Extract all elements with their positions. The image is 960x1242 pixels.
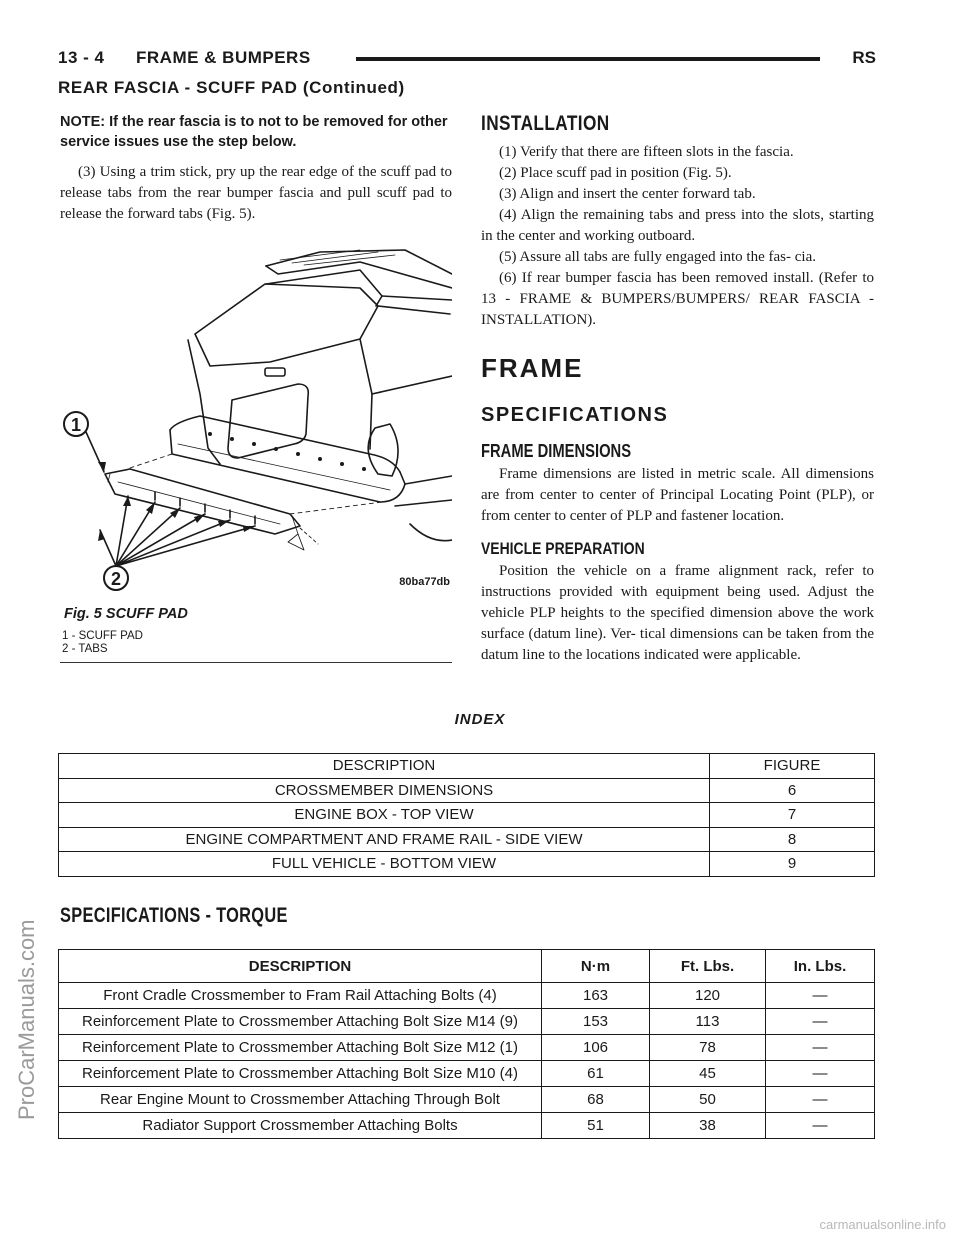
frame-dimensions-heading: FRAME DIMENSIONS	[481, 441, 632, 461]
table-cell: 153	[542, 1009, 650, 1035]
legend-item: 2 - TABS	[62, 643, 108, 655]
table-cell: 51	[542, 1113, 650, 1139]
specifications-heading: SPECIFICATIONS	[481, 404, 669, 426]
side-watermark: ProCarManuals.com	[14, 919, 39, 1120]
vehicle-preparation-text: Position the vehicle on a frame alignment rack, refer to instructions provided with equipment being used. Adjust the vehicle PLP heights to the specified dimension above the work surface (datum line). Ver- tical dimensions can be taken from the datum line to the locations indicated were applicable.	[481, 563, 874, 663]
page-number: 13 - 4	[58, 48, 105, 67]
table-cell: 38	[650, 1113, 766, 1139]
callout-1	[64, 412, 88, 436]
table-cell: Reinforcement Plate to Crossmember Attaching Bolt Size M14 (9)	[59, 1009, 542, 1035]
table-cell: CROSSMEMBER DIMENSIONS	[59, 778, 710, 803]
figure-caption: Fig. 5 SCUFF PAD	[64, 606, 188, 622]
table-header-row	[59, 754, 875, 779]
table-cell: ENGINE BOX - TOP VIEW	[59, 803, 710, 828]
table-cell: 61	[542, 1061, 650, 1087]
table-row	[59, 1035, 875, 1061]
column-header: DESCRIPTION	[59, 754, 710, 779]
section-title: FRAME & BUMPERS	[136, 48, 311, 67]
table-cell: Front Cradle Crossmember to Fram Rail Attaching Bolts (4)	[59, 983, 542, 1009]
column-header: DESCRIPTION	[59, 950, 542, 983]
table-header-row	[59, 950, 875, 983]
table-cell: 113	[650, 1009, 766, 1035]
index-title: INDEX	[454, 711, 506, 728]
figure-code: 80ba77db	[399, 576, 450, 588]
table-row	[59, 983, 875, 1009]
table-row	[59, 827, 875, 852]
table-row	[59, 1061, 875, 1087]
install-step: (4) Align the remaining tabs and press into the slots, starting in the center and working outboard.	[481, 207, 874, 244]
table-cell: 78	[650, 1035, 766, 1061]
table-cell: —	[766, 1035, 875, 1061]
table-cell: 68	[542, 1087, 650, 1113]
table-row	[59, 1113, 875, 1139]
table-row	[59, 852, 875, 877]
table-row	[59, 1009, 875, 1035]
table-cell: Radiator Support Crossmember Attaching Bolts	[59, 1113, 542, 1139]
table-cell: 8	[710, 827, 875, 852]
install-step: (3) Align and insert the center forward tab.	[499, 186, 756, 202]
table-row	[59, 1087, 875, 1113]
header-rule	[356, 57, 820, 61]
footer-watermark: carmanualsonline.info	[819, 1217, 946, 1232]
right-column	[481, 112, 874, 666]
column-header: N·m	[542, 950, 650, 983]
column-header: FIGURE	[710, 754, 875, 779]
vehicle-preparation-heading: VEHICLE PREPARATION	[481, 539, 645, 558]
scuff-pad-illustration	[60, 244, 452, 604]
table-cell: —	[766, 1009, 875, 1035]
table-cell: 106	[542, 1035, 650, 1061]
table-cell: 163	[542, 983, 650, 1009]
table-cell: 6	[710, 778, 875, 803]
table-row	[59, 803, 875, 828]
table-cell: Reinforcement Plate to Crossmember Attaching Bolt Size M10 (4)	[59, 1061, 542, 1087]
table-row	[59, 778, 875, 803]
index-table	[58, 753, 875, 877]
removal-step-3: (3) Using a trim stick, pry up the rear edge of the scuff pad to release tabs from the rear bumper fascia and pull scuff pad to release the forward tabs (Fig. 5).	[60, 164, 452, 222]
note: NOTE: If the rear fascia is to not to be removed for other service issues use the step below.	[60, 114, 448, 150]
svg-text:1: 1	[70, 415, 82, 435]
table-cell: —	[766, 983, 875, 1009]
install-step: (5) Assure all tabs are fully engaged into the fas- cia.	[499, 249, 816, 265]
table-cell: —	[766, 1113, 875, 1139]
torque-table	[58, 949, 875, 1139]
table-cell: 9	[710, 852, 875, 877]
frame-dimensions-text: Frame dimensions are listed in metric scale. All dimensions are from center to center of Principal Locating Point (PLP), or from center to center of PLP and fastener location.	[481, 466, 874, 524]
left-column	[60, 112, 452, 225]
table-cell: Rear Engine Mount to Crossmember Attaching Through Bolt	[59, 1087, 542, 1113]
table-cell: 50	[650, 1087, 766, 1113]
installation-heading: INSTALLATION	[481, 112, 610, 135]
column-header: In. Lbs.	[766, 950, 875, 983]
torque-heading: SPECIFICATIONS - TORQUE	[60, 904, 288, 927]
install-step: (1) Verify that there are fifteen slots in the fascia.	[499, 144, 794, 160]
page-header	[58, 48, 876, 72]
table-cell: 7	[710, 803, 875, 828]
table-cell: 120	[650, 983, 766, 1009]
figure-legend	[62, 630, 143, 656]
table-cell: —	[766, 1087, 875, 1113]
legend-item: 1 - SCUFF PAD	[62, 630, 143, 642]
install-step: (2) Place scuff pad in position (Fig. 5).	[499, 165, 732, 181]
continued-heading: REAR FASCIA - SCUFF PAD (Continued)	[58, 78, 405, 97]
frame-heading: FRAME	[481, 353, 584, 383]
figure-rule	[60, 662, 452, 663]
model-code: RS	[852, 48, 876, 67]
table-cell: ENGINE COMPARTMENT AND FRAME RAIL - SIDE VIEW	[59, 827, 710, 852]
column-header: Ft. Lbs.	[650, 950, 766, 983]
table-cell: —	[766, 1061, 875, 1087]
figure-scuff-pad	[60, 244, 452, 662]
install-step: (6) If rear bumper fascia has been removed install. (Refer to 13 - FRAME & BUMPERS/BUMPERS/ REAR FASCIA - INSTALLATION).	[481, 270, 874, 328]
table-cell: FULL VEHICLE - BOTTOM VIEW	[59, 852, 710, 877]
table-cell: 45	[650, 1061, 766, 1087]
table-cell: Reinforcement Plate to Crossmember Attaching Bolt Size M12 (1)	[59, 1035, 542, 1061]
svg-text:2: 2	[110, 569, 122, 589]
callout-2	[104, 566, 128, 590]
